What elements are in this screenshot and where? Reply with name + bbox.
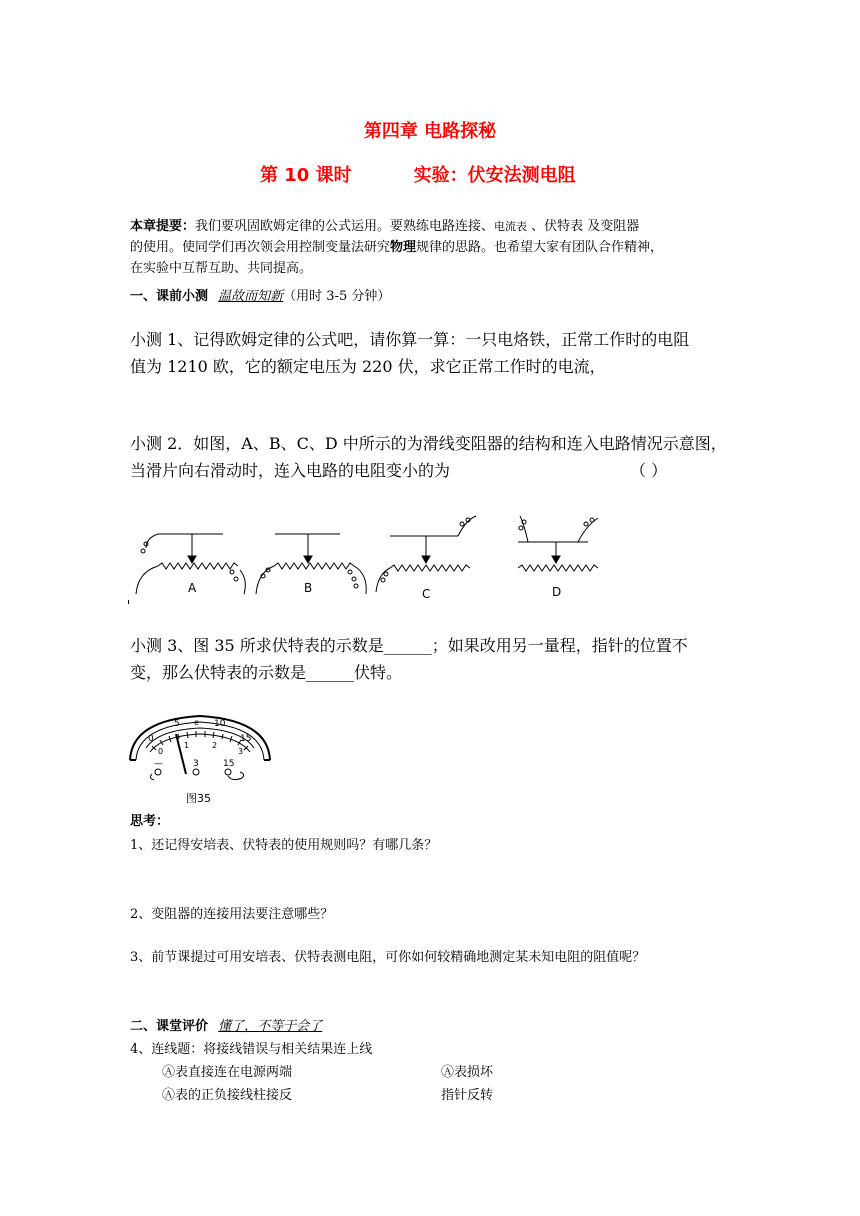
think-question-2: 2、变阻器的连接用法要注意哪些？ [130,907,334,922]
question-2: 小测 2．如图，A、B、C、D 中所示的为滑线变阻器的结构和连入电路情况示意图， 当滑片向右滑动时，连入电路的电阻变小的为 （ ） [130,430,750,484]
rheostat-d [518,516,598,571]
think-question-3: 3、前节课提过可用安培表、伏特表测电阻，可你如何较精确地测定某未知电阻的阻值呢？ [130,950,646,965]
rheostat-a [128,534,245,604]
q4-left-item-1: Ⓐ表直接连在电源两端 [162,1065,293,1080]
meter-zero: 0 [148,734,154,744]
intro-label: 本章提要： [130,219,196,234]
think-question-1: 1、还记得安培表、伏特表的使用规则吗？有哪几条？ [130,838,438,853]
rheostat-figure [128,508,608,608]
meter-top-15: 15 [240,734,252,744]
question-1: 小测 1、记得欧姆定律的公式吧，请你算一算：一只电烙铁，正常工作时的电阻 值为 1210 欧，它的额定电压为 220 伏，求它正常工作时的电流， [130,330,690,376]
section-2-tagline: 懂了，不等于会了 [218,1019,323,1034]
terminal-3: 3 [193,759,199,769]
meter-bottom-2: 2 [212,741,218,750]
intro-line-2: 的使用。使同学们再次领会用控制变量法研究物理规律的思路。也希望大家有团队合作精神， [130,240,664,255]
meter-mark-e: e [194,718,199,727]
lesson-topic: 实验：伏安法测电阻 [413,165,576,186]
rheostat-label-a: A [188,581,197,595]
chapter-intro [130,216,740,279]
rheostat-label-d: D [552,585,562,599]
section-1-time: （用时 3-5 分钟） [283,289,391,304]
think-heading: 思考： [130,814,170,829]
rheostat-label-b: B [304,581,313,595]
question-4-stem: 4、连线题：将接线错误与相关结果连上线 [130,1042,373,1057]
terminal-negative: — [154,759,163,769]
terminal-15: 15 [223,759,235,769]
chapter-title: 第四章 电路探秘 [363,121,497,142]
intro-line-1: 本章提要：我们要巩固欧姆定律的公式运用。要熟练电路连接、电流表 、伏特表 及变阻器 [130,219,640,234]
meter-bottom-3: 3 [238,747,244,756]
section-1-tagline: 温故而知新 [218,289,284,304]
question-3: 小测 3、图 35 所求伏特表的示数是______；如果改用另一量程，指针的位置不 变，那么伏特表的示数是______伏特。 [130,636,688,682]
intro-line-3: 在实验中互帮互助、共同提高。 [130,261,313,276]
meter-bottom-0: 0 [158,747,164,756]
voltmeter-figure [128,708,273,808]
section-1-heading: 一、课前小测 温故而知新（用时 3-5 分钟） [130,289,391,304]
rheostat-c [376,516,476,592]
figure-35-caption: 图35 [186,792,211,805]
section-2-heading: 二、课堂评价 懂了，不等于会了 [130,1019,323,1034]
lesson-title [260,161,576,187]
answer-bracket: （ ） [630,461,668,480]
q4-right-item-1: Ⓐ表损坏 [441,1065,494,1080]
meter-top-10: 10 [214,719,226,729]
meter-top-5: 5 [174,719,180,729]
meter-bottom-1: 1 [184,741,190,750]
q4-right-item-2: 指针反转 [441,1088,494,1103]
q4-left-item-2: Ⓐ表的正负接线柱接反 [162,1088,293,1103]
rheostat-label-c: C [422,587,431,601]
lesson-number: 第 10 课时 [260,165,352,186]
